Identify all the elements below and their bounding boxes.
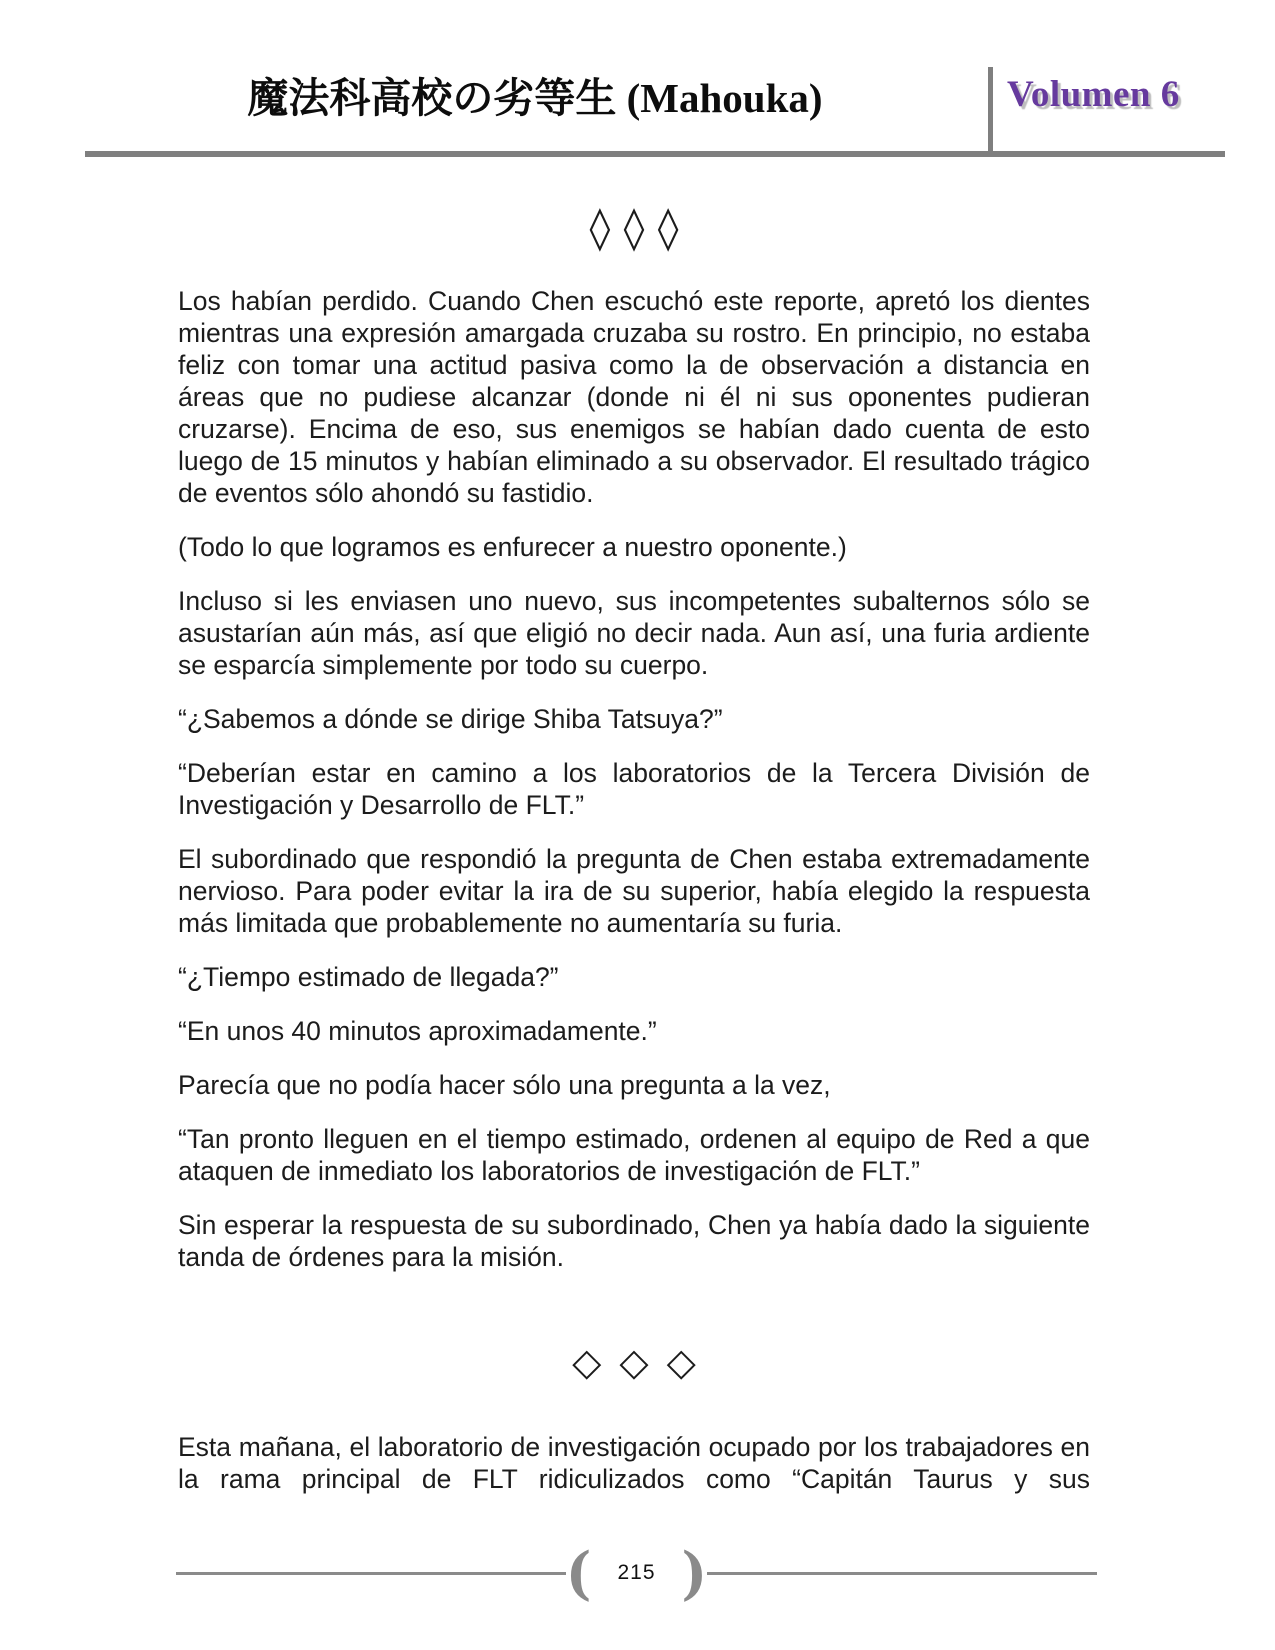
paragraph: Incluso si les enviasen uno nuevo, sus incompetentes subalternos sólo se asustarían aún más, así que eligió no decir nada. Aun así, una furia ardiente se esparcía simplemente por todo su cuerpo.: [178, 586, 1090, 680]
paragraph: Los habían perdido. Cuando Chen escuchó este reporte, apretó los dientes mientras una expresión amargada cruzaba su rostro. En principio, no estaba feliz con tomar una actitud pasiva como la de observación a distancia en áreas que no pudiese alcanzar (donde ni él ni sus oponentes pudieran cruzarse). Encima de eso, sus enemigos se habían dado cuenta de esto luego de 15 minutos y habían eliminado a su observador. El resultado trágico de eventos sólo ahondó su fastidio.: [178, 286, 1090, 508]
paragraph: Esta mañana, el laboratorio de investigación ocupado por los trabajadores en la rama principal de FLT ridiculizados como “Capitán Taurus y sus: [178, 1432, 1090, 1494]
footer-rule-right: [707, 1572, 1097, 1575]
paragraph: “Tan pronto lleguen en el tiempo estimado, ordenen al equipo de Red a que ataquen de inmediato los laboratorios de investigación de FLT.”: [178, 1124, 1090, 1186]
paragraph: “Deberían estar en camino a los laboratorios de la Tercera División de Investigación y Desarrollo de FLT.”: [178, 758, 1090, 820]
page-footer: [176, 1540, 1097, 1606]
header-divider: [85, 151, 1225, 157]
page-number: 215: [617, 1561, 656, 1584]
paragraph: Sin esperar la respuesta de su subordinado, Chen ya había dado la siguiente tanda de órdenes para la misión.: [178, 1210, 1090, 1272]
section-separator-diamonds: ◊ ◊ ◊: [589, 203, 679, 252]
volume-label: Volumen 6: [1007, 74, 1180, 115]
page-header: [0, 0, 1275, 157]
paragraph: (Todo lo que logramos es enfurecer a nuestro oponente.): [178, 532, 847, 562]
paragraph: “En unos 40 minutos aproximadamente.”: [178, 1016, 657, 1046]
footer-rule-left: [176, 1572, 566, 1575]
page-body: [0, 203, 1275, 1495]
page-number-bracket-right-icon: ): [681, 1539, 708, 1607]
section-separator-diamonds: ◇ ◇ ◇: [572, 1340, 696, 1384]
paragraph: “¿Sabemos a dónde se dirige Shiba Tatsuya?”: [178, 704, 723, 734]
volume-label-box: [988, 67, 1225, 154]
page-number-bracket-left-icon: (: [565, 1539, 592, 1607]
paragraph: El subordinado que respondió la pregunta de Chen estaba extremadamente nervioso. Para poder evitar la ira de su superior, había elegido la respuesta más limitada que probablemente no aumentaría su furia.: [178, 844, 1090, 938]
paragraph: Parecía que no podía hacer sólo una pregunta a la vez,: [178, 1070, 831, 1100]
paragraph: “¿Tiempo estimado de llegada?”: [178, 962, 559, 992]
page-title: 魔法科高校の劣等生 (Mahouka): [247, 75, 823, 121]
